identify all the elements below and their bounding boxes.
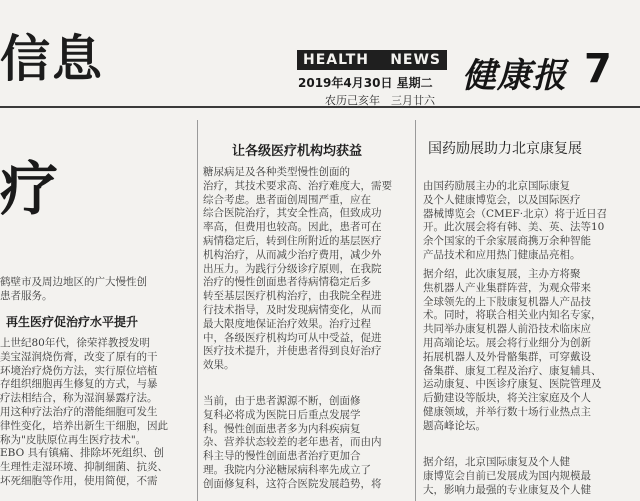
- text-line: 开。此次展会将有韩、美、英、法等10: [423, 221, 605, 234]
- text-line: 余个国家的千余家展商携万余种智能: [423, 235, 591, 248]
- text-line: 当前，由于患者源源不断，创面修: [203, 395, 361, 407]
- text-line: 全球领先的上下肢康复机器人产品技: [423, 295, 591, 308]
- left-body: [0, 337, 190, 489]
- text-line: 复科必将成为医院日后重点发展学: [203, 408, 361, 421]
- column-divider-right: [415, 120, 416, 501]
- text-line: 美宝湿润烧伤膏，改变了原有的干: [0, 350, 158, 363]
- text-line: 术。同时，将联合相关业内知名专家，: [423, 309, 602, 322]
- text-line: 生理性走湿环境、抑制细菌、抗炎、: [0, 461, 168, 474]
- right-paragraph-2: [423, 268, 633, 434]
- text-line: 器械博览会（CMEF·北京）将于近日召: [423, 207, 608, 220]
- health-news-banner: [297, 50, 447, 70]
- header-rule: [0, 106, 640, 108]
- right-paragraph-3: [423, 456, 633, 497]
- text-line: 患者服务。: [0, 289, 53, 302]
- right-column-title: 国药励展助力北京康复展: [428, 141, 582, 157]
- issue-date: 2019年4月30日 星期二: [298, 76, 433, 90]
- text-line: 大，影响力最强的专业康复及个人健: [423, 483, 591, 496]
- text-line: 疗法相结合，称为湿润暴露疗法。: [0, 392, 158, 405]
- text-line: 共同举办康复机器人前沿技术临床应: [423, 323, 591, 336]
- text-line: 运动康复、中医诊疗康复、医院管理及: [423, 378, 602, 391]
- text-line: 后勤建设等版块，将关注家庭及个人: [423, 392, 591, 405]
- text-line: 拓展机器人及外骨骼集群，可穿戴设: [423, 350, 591, 363]
- text-line: 效果。: [203, 359, 235, 372]
- text-line: 机构治疗，从而减少治疗费用，减少外: [203, 248, 382, 261]
- text-line: 用这种疗法治疗的潜能细胞可发生: [0, 405, 158, 418]
- text-line: 焦机器人产业集群阵营，为观众带来: [423, 281, 591, 294]
- section-title: 信息: [0, 29, 104, 88]
- text-line: 科主导的慢性创面患者治疗更加合: [203, 450, 361, 463]
- text-line: 医疗技术提升，并使患者得到良好治疗: [203, 345, 382, 358]
- text-line: 题高峰论坛。: [423, 419, 486, 432]
- left-subheading: 再生医疗促治疗水平提升: [6, 315, 139, 329]
- health-news-left: HEALTH: [303, 52, 369, 68]
- text-line: 糖尿病足及各种类型慢性创面的: [203, 166, 350, 178]
- text-line: 创面修复科，这符合医院发展趋势，将: [203, 477, 382, 490]
- text-line: 健康领域，并举行数十场行业热点主: [423, 405, 591, 418]
- text-line: 律性变化，培养出新生干细胞，因此: [0, 419, 168, 432]
- middle-paragraph-1: [203, 166, 409, 373]
- text-line: 上世纪80年代，徐荣祥教授发明: [0, 337, 150, 349]
- text-line: 备集群、康复工程及治疗、康复辅具、: [423, 364, 602, 377]
- health-news-right: NEWS: [390, 52, 441, 68]
- masthead-logo: 健康报: [462, 56, 567, 96]
- right-paragraph-1: [423, 180, 633, 263]
- text-line: 由国药励展主办的北京国际康复: [423, 180, 570, 192]
- lunar-date: 农历己亥年 三月廿六: [325, 94, 435, 107]
- left-headline-fragment: 疗: [0, 155, 59, 223]
- text-line: 病情稳定后，转到住所附近的基层医疗: [203, 234, 382, 247]
- text-line: 用高端论坛。展会将行业细分为创新: [423, 336, 591, 349]
- text-line: 据介绍，此次康复展，主办方将聚: [423, 268, 581, 280]
- column-divider-left: [197, 120, 198, 501]
- text-line: 综合考虑。患者面创周围严重，应在: [203, 193, 371, 206]
- text-line: 中，各级医疗机构均可从中受益，促进: [203, 331, 382, 344]
- text-line: 称为"皮肤原位再生医疗技术"。: [0, 433, 147, 446]
- text-line: 行技术指导，及时发现病情变化，从而: [203, 303, 382, 316]
- text-line: 存组织细胞再生修复的方式，与暴: [0, 378, 158, 391]
- page-number: 7: [584, 46, 612, 92]
- text-line: 治疗的慢性创面患者待病情稳定后多: [203, 276, 371, 289]
- text-line: 率高，但费用也较高。因此，患者可在: [203, 221, 382, 234]
- middle-column-title: 让各级医疗机构均获益: [232, 144, 363, 159]
- text-line: 康博览会自前已发展成为国内规模最: [423, 469, 591, 482]
- text-line: 鹤壁市及周边地区的广大慢性创: [0, 276, 147, 288]
- text-line: 最大限度地保证治疗效果。治疗过程: [203, 317, 371, 330]
- text-line: 转至基层医疗机构治疗，由我院全程进: [203, 290, 382, 303]
- text-line: 治疗，其技术要求高、治疗难度大，需要: [203, 179, 392, 192]
- text-line: 杂、营养状态较差的老年患者，而由内: [203, 436, 382, 449]
- text-line: 及个人健康博览会，以及国际医疗: [423, 193, 581, 206]
- text-line: 坏死细胞等作用，使用简便，不需: [0, 474, 158, 487]
- text-line: 出压力。为践行分级诊疗原则，在我院: [203, 262, 382, 275]
- text-line: 综合医院治疗，其安全性高，但致成功: [203, 207, 382, 220]
- middle-paragraph-2: [203, 395, 409, 492]
- text-line: 产品技术和应用热门健康品亮相。: [423, 248, 581, 261]
- text-line: 科。慢性创面患者多为内科疾病复: [203, 422, 361, 435]
- left-intro: [0, 276, 190, 304]
- text-line: 理。我院内分泌糖尿病科率先成立了: [203, 463, 371, 476]
- text-line: 据介绍，北京国际康复及个人健: [423, 456, 570, 468]
- text-line: 环境治疗烧伤方法，实行原位培植: [0, 364, 158, 377]
- text-line: EBO 具有镇痛、排除坏死组织、创: [0, 447, 165, 460]
